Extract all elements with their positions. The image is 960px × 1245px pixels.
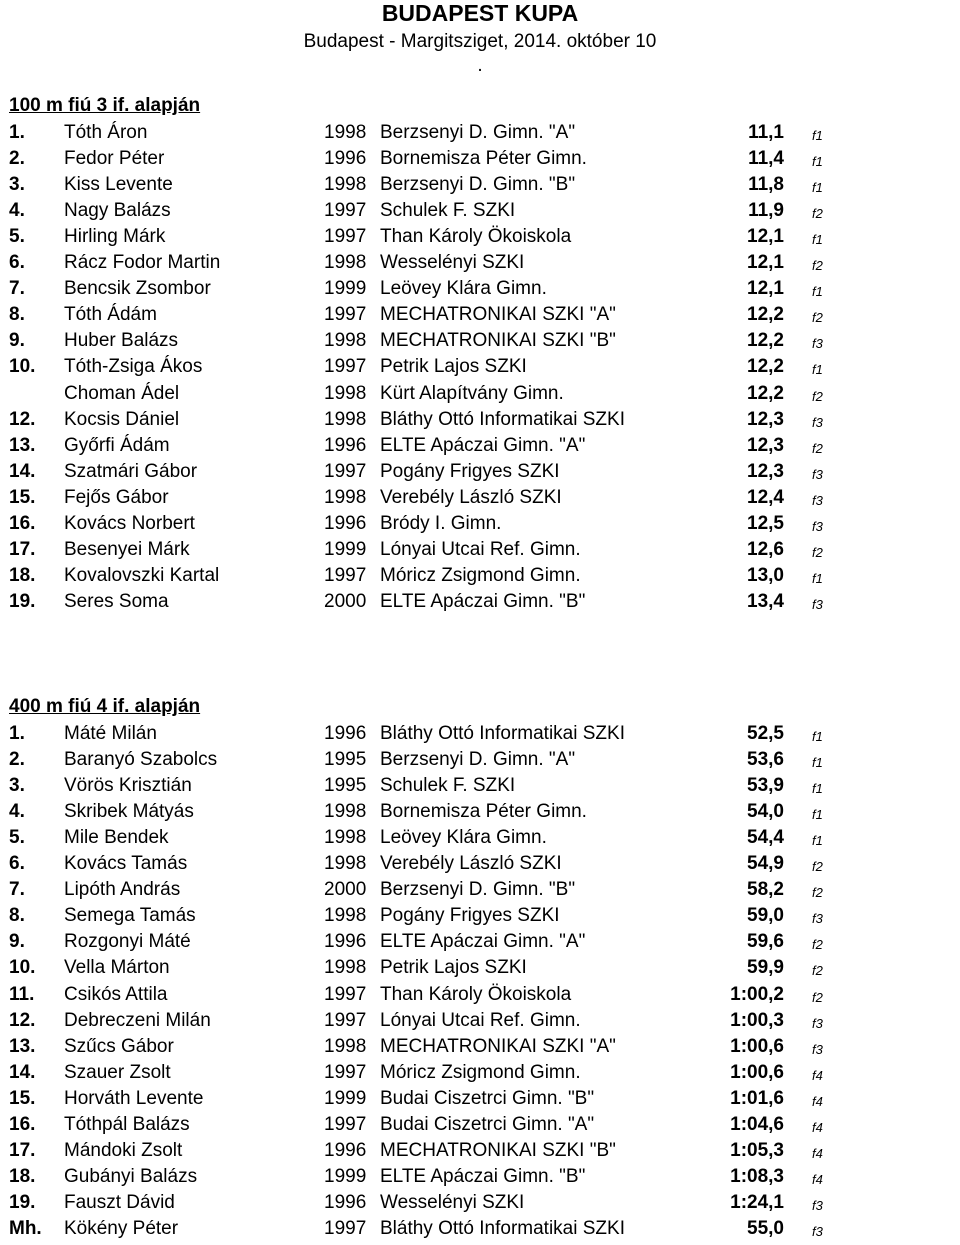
rank-cell: 12. <box>9 408 36 430</box>
result-time: 54,4 <box>747 827 784 849</box>
athlete-name: Skribek Mátyás <box>64 801 194 823</box>
result-time: 12,1 <box>747 252 784 274</box>
heat-label: f2 <box>812 859 823 875</box>
club-name: Bláthy Ottó Informatikai SZKI <box>380 408 625 430</box>
result-row <box>0 433 960 459</box>
rank-cell: 18. <box>9 1165 36 1187</box>
heat-label: f3 <box>812 414 823 430</box>
heat-label: f2 <box>812 937 823 953</box>
rank-cell: 13. <box>9 1035 36 1057</box>
heat-label: f3 <box>812 492 823 508</box>
rank-cell: 5. <box>9 827 25 849</box>
birth-year: 1998 <box>324 486 367 508</box>
result-row <box>0 747 960 773</box>
result-time: 1:00,6 <box>730 1035 784 1057</box>
athlete-name: Horváth Levente <box>64 1087 204 1109</box>
result-row <box>0 485 960 511</box>
rank-cell: 19. <box>9 1191 36 1213</box>
heat-label: f3 <box>812 1223 823 1239</box>
athlete-name: Choman Ádel <box>64 382 180 404</box>
birth-year: 1998 <box>324 122 367 143</box>
result-row <box>0 799 960 825</box>
heat-label: f2 <box>812 206 823 222</box>
result-time: 53,6 <box>747 749 784 771</box>
result-time: 12,2 <box>747 330 784 352</box>
birth-year: 1996 <box>324 148 367 170</box>
result-time: 1:00,3 <box>730 1009 784 1031</box>
result-time: 13,4 <box>747 590 784 612</box>
club-name: Wesselényi SZKI <box>380 1191 525 1213</box>
athlete-name: Szatmári Gábor <box>64 460 198 482</box>
rank-cell: 3. <box>9 174 25 196</box>
birth-year: 1997 <box>324 564 367 586</box>
result-row <box>0 198 960 224</box>
result-row <box>0 877 960 903</box>
heat-label: f2 <box>812 989 823 1005</box>
heat-label: f2 <box>812 258 823 274</box>
result-time: 1:05,3 <box>730 1139 784 1161</box>
club-name: Than Károly Ökoiskola <box>380 983 572 1005</box>
heat-label: f3 <box>812 466 823 482</box>
club-name: Than Károly Ökoiskola <box>380 226 572 248</box>
club-name: MECHATRONIKAI SZKI "B" <box>380 330 616 352</box>
rank-cell: 6. <box>9 853 25 875</box>
rank-cell: 4. <box>9 200 25 222</box>
rank-cell: 11. <box>9 983 35 1005</box>
heat-label: f3 <box>812 1197 823 1213</box>
result-time: 12,3 <box>747 408 784 430</box>
birth-year: 1999 <box>324 538 367 560</box>
athlete-name: Kocsis Dániel <box>64 408 180 430</box>
athlete-name: Bencsik Zsombor <box>64 278 211 300</box>
club-name: Pogány Frigyes SZKI <box>380 905 560 927</box>
birth-year: 1998 <box>324 382 367 404</box>
rank-cell: 1. <box>9 122 25 143</box>
rank-cell: 6. <box>9 252 25 274</box>
heat-label: f4 <box>812 1093 823 1109</box>
athlete-name: Tóth-Zsiga Ákos <box>64 356 203 378</box>
birth-year: 1996 <box>324 434 367 456</box>
birth-year: 1998 <box>324 330 367 352</box>
result-row <box>0 354 960 380</box>
birth-year: 1996 <box>324 1139 367 1161</box>
club-name: ELTE Apáczai Gimn. "A" <box>380 434 586 456</box>
result-time: 59,9 <box>747 957 784 979</box>
rank-cell: 17. <box>9 538 36 560</box>
athlete-name: Debreczeni Milán <box>64 1009 211 1031</box>
club-name: Móricz Zsigmond Gimn. <box>380 564 581 586</box>
result-row <box>0 537 960 563</box>
result-row <box>0 1060 960 1086</box>
result-time: 11,9 <box>748 200 784 222</box>
result-row <box>0 1008 960 1034</box>
birth-year: 1998 <box>324 827 367 849</box>
birth-year: 1998 <box>324 252 367 274</box>
rank-cell: 8. <box>9 905 25 927</box>
result-row <box>0 172 960 198</box>
result-time: 52,5 <box>747 723 784 744</box>
athlete-name: Csikós Attila <box>64 983 168 1005</box>
birth-year: 1998 <box>324 174 367 196</box>
heat-label: f3 <box>812 336 823 352</box>
birth-year: 2000 <box>324 590 367 612</box>
club-name: ELTE Apáczai Gimn. "B" <box>380 590 586 612</box>
rank-cell: 7. <box>9 879 25 901</box>
heat-label: f3 <box>812 911 823 927</box>
heat-label: f1 <box>812 154 823 170</box>
athlete-name: Kovács Norbert <box>64 512 195 534</box>
club-name: Bornemisza Péter Gimn. <box>380 801 587 823</box>
birth-year: 1997 <box>324 460 367 482</box>
club-name: Budai Ciszetrci Gimn. "A" <box>380 1113 595 1135</box>
result-time: 58,2 <box>747 879 784 901</box>
birth-year: 1997 <box>324 200 367 222</box>
athlete-name: Tóth Áron <box>64 122 148 143</box>
result-row <box>0 982 960 1008</box>
result-row <box>0 929 960 955</box>
heat-label: f2 <box>812 388 823 404</box>
rank-cell: 8. <box>9 304 25 326</box>
heat-label: f2 <box>812 963 823 979</box>
birth-year: 1996 <box>324 512 367 534</box>
section-title: 400 m fiú 4 if. alapján <box>9 696 201 717</box>
result-time: 59,0 <box>747 905 784 927</box>
club-name: Bródy I. Gimn. <box>380 512 502 534</box>
club-name: Leövey Klára Gimn. <box>380 278 547 300</box>
athlete-name: Szűcs Gábor <box>64 1035 174 1057</box>
heat-label: f4 <box>812 1119 823 1135</box>
club-name: Leövey Klára Gimn. <box>380 827 547 849</box>
club-name: Verebély László SZKI <box>380 486 562 508</box>
athlete-name: Rozgonyi Máté <box>64 931 191 953</box>
heat-label: f1 <box>812 284 823 300</box>
birth-year: 1998 <box>324 801 367 823</box>
birth-year: 1997 <box>324 1217 367 1239</box>
heat-label: f2 <box>812 544 823 560</box>
club-name: ELTE Apáczai Gimn. "B" <box>380 1165 586 1187</box>
athlete-name: Semega Tamás <box>64 905 196 927</box>
birth-year: 1997 <box>324 304 367 326</box>
heat-label: f4 <box>812 1171 823 1187</box>
result-time: 11,4 <box>748 148 784 170</box>
heat-label: f1 <box>812 362 823 378</box>
result-time: 12,2 <box>747 304 784 326</box>
club-name: Bláthy Ottó Informatikai SZKI <box>380 1217 625 1239</box>
athlete-name: Vörös Krisztián <box>64 775 192 797</box>
result-row <box>0 120 960 146</box>
rank-cell: 18. <box>9 564 36 586</box>
result-time: 55,0 <box>747 1217 784 1239</box>
birth-year: 1997 <box>324 1009 367 1031</box>
result-time: 12,3 <box>747 434 784 456</box>
rank-cell: 16. <box>9 512 36 534</box>
birth-year: 1999 <box>324 278 367 300</box>
club-name: Berzsenyi D. Gimn. "B" <box>380 174 576 196</box>
club-name: Wesselényi SZKI <box>380 252 525 274</box>
rank-cell: 13. <box>9 434 36 456</box>
club-name: Petrik Lajos SZKI <box>380 957 527 979</box>
rank-cell: 15. <box>9 486 36 508</box>
club-name: MECHATRONIKAI SZKI "A" <box>380 304 616 326</box>
athlete-name: Lipóth András <box>64 879 181 901</box>
birth-year: 1996 <box>324 723 367 744</box>
heat-label: f2 <box>812 310 823 326</box>
rank-cell: 9. <box>9 330 25 352</box>
rank-cell: 17. <box>9 1139 36 1161</box>
birth-year: 1995 <box>324 775 367 797</box>
club-name: MECHATRONIKAI SZKI "B" <box>380 1139 616 1161</box>
subtitle-dot: . <box>477 55 483 76</box>
rank-cell: 9. <box>9 931 25 953</box>
rank-cell: 2. <box>9 148 25 170</box>
birth-year: 1996 <box>324 931 367 953</box>
result-time: 12,2 <box>747 382 784 404</box>
birth-year: 1995 <box>324 749 367 771</box>
result-row <box>0 773 960 799</box>
athlete-name: Kiss Levente <box>64 174 173 196</box>
club-name: Lónyai Utcai Ref. Gimn. <box>380 538 581 560</box>
athlete-name: Rácz Fodor Martin <box>64 252 221 274</box>
heat-label: f2 <box>812 885 823 901</box>
athlete-name: Gubányi Balázs <box>64 1165 198 1187</box>
birth-year: 1996 <box>324 1191 367 1213</box>
result-time: 54,0 <box>747 801 784 823</box>
result-time: 11,1 <box>748 122 784 143</box>
birth-year: 1998 <box>324 408 367 430</box>
rank-cell: 7. <box>9 278 25 300</box>
club-name: Berzsenyi D. Gimn. "B" <box>380 879 576 901</box>
result-time: 1:24,1 <box>730 1191 784 1213</box>
birth-year: 1999 <box>324 1087 367 1109</box>
result-time: 54,9 <box>747 853 784 875</box>
result-time: 12,2 <box>747 356 784 378</box>
result-row <box>0 721 960 747</box>
result-row <box>0 563 960 589</box>
athlete-name: Szauer Zsolt <box>64 1061 171 1083</box>
heat-label: f3 <box>812 1041 823 1057</box>
club-name: Berzsenyi D. Gimn. "A" <box>380 122 576 143</box>
result-row <box>0 302 960 328</box>
result-row <box>0 825 960 851</box>
heat-label: f4 <box>812 1067 823 1083</box>
birth-year: 1998 <box>324 853 367 875</box>
birth-year: 1997 <box>324 983 367 1005</box>
result-time: 1:04,6 <box>730 1113 784 1135</box>
result-row <box>0 511 960 537</box>
result-row <box>0 1216 960 1242</box>
result-row <box>0 1164 960 1190</box>
athlete-name: Fauszt Dávid <box>64 1191 175 1213</box>
club-name: Bornemisza Péter Gimn. <box>380 148 587 170</box>
athlete-name: Mándoki Zsolt <box>64 1139 183 1161</box>
club-name: Budai Ciszetrci Gimn. "B" <box>380 1087 595 1109</box>
birth-year: 1998 <box>324 957 367 979</box>
result-time: 1:08,3 <box>730 1165 784 1187</box>
result-time: 12,5 <box>747 512 784 534</box>
result-time: 12,6 <box>747 538 784 560</box>
result-row <box>0 955 960 981</box>
result-time: 53,9 <box>747 775 784 797</box>
birth-year: 1997 <box>324 1113 367 1135</box>
rank-cell: 10. <box>9 356 36 378</box>
birth-year: 1997 <box>324 1061 367 1083</box>
result-time: 12,1 <box>747 226 784 248</box>
birth-year: 1998 <box>324 1035 367 1057</box>
heat-label: f1 <box>812 833 823 849</box>
result-time: 1:00,6 <box>730 1061 784 1083</box>
result-row <box>0 903 960 929</box>
rank-cell: 5. <box>9 226 25 248</box>
club-name: Lónyai Utcai Ref. Gimn. <box>380 1009 581 1031</box>
birth-year: 2000 <box>324 879 367 901</box>
result-row <box>0 276 960 302</box>
heat-label: f1 <box>812 807 823 823</box>
birth-year: 1997 <box>324 356 367 378</box>
result-row <box>0 224 960 250</box>
rank-cell: 15. <box>9 1087 36 1109</box>
result-row <box>0 407 960 433</box>
result-time: 1:00,2 <box>730 983 784 1005</box>
result-row <box>0 1086 960 1112</box>
heat-label: f3 <box>812 518 823 534</box>
club-name: Verebély László SZKI <box>380 853 562 875</box>
result-row <box>0 459 960 485</box>
heat-label: f4 <box>812 1145 823 1161</box>
result-row <box>0 1112 960 1138</box>
result-row <box>0 1190 960 1216</box>
heat-label: f1 <box>812 128 823 143</box>
heat-label: f1 <box>812 570 823 586</box>
section-title: 100 m fiú 3 if. alapján <box>9 95 201 116</box>
result-row <box>0 328 960 354</box>
club-name: Schulek F. SZKI <box>380 775 516 797</box>
result-time: 12,1 <box>747 278 784 300</box>
heat-label: f3 <box>812 596 823 612</box>
heat-label: f1 <box>812 729 823 744</box>
result-row <box>0 589 960 615</box>
athlete-name: Nagy Balázs <box>64 200 171 222</box>
result-time: 11,8 <box>748 174 784 196</box>
club-name: MECHATRONIKAI SZKI "A" <box>380 1035 616 1057</box>
athlete-name: Tóth Ádám <box>64 304 157 326</box>
athlete-name: Huber Balázs <box>64 330 179 352</box>
club-name: Bláthy Ottó Informatikai SZKI <box>380 723 625 744</box>
result-row <box>0 1034 960 1060</box>
club-name: Kürt Alapítvány Gimn. <box>380 382 564 404</box>
result-row <box>0 851 960 877</box>
result-row <box>0 146 960 172</box>
athlete-name: Tóthpál Balázs <box>64 1113 190 1135</box>
result-time: 59,6 <box>747 931 784 953</box>
birth-year: 1999 <box>324 1165 367 1187</box>
rank-cell: 19. <box>9 590 36 612</box>
rank-cell: 14. <box>9 460 36 482</box>
club-name: Móricz Zsigmond Gimn. <box>380 1061 581 1083</box>
athlete-name: Baranyó Szabolcs <box>64 749 218 771</box>
rank-cell: 12. <box>9 1009 36 1031</box>
result-time: 13,0 <box>747 564 784 586</box>
athlete-name: Fejős Gábor <box>64 486 169 508</box>
club-name: Berzsenyi D. Gimn. "A" <box>380 749 576 771</box>
result-row <box>0 381 960 407</box>
result-row <box>0 250 960 276</box>
heat-label: f1 <box>812 781 823 797</box>
heat-label: f2 <box>812 440 823 456</box>
club-name: ELTE Apáczai Gimn. "A" <box>380 931 586 953</box>
result-time: 1:01,6 <box>730 1087 784 1109</box>
club-name: Pogány Frigyes SZKI <box>380 460 560 482</box>
club-name: Schulek F. SZKI <box>380 200 516 222</box>
club-name: Petrik Lajos SZKI <box>380 356 527 378</box>
result-time: 12,3 <box>747 460 784 482</box>
heat-label: f3 <box>812 1015 823 1031</box>
rank-cell: 10. <box>9 957 36 979</box>
athlete-name: Kökény Péter <box>64 1217 179 1239</box>
rank-cell: 14. <box>9 1061 36 1083</box>
page-subtitle: Budapest - Margitsziget, 2014. október 10 <box>303 31 657 52</box>
athlete-name: Hirling Márk <box>64 226 166 248</box>
rank-cell: 3. <box>9 775 25 797</box>
rank-cell: Mh. <box>9 1217 42 1239</box>
athlete-name: Fedor Péter <box>64 148 165 170</box>
result-row <box>0 1138 960 1164</box>
heat-label: f1 <box>812 180 823 196</box>
birth-year: 1998 <box>324 905 367 927</box>
birth-year: 1997 <box>324 226 367 248</box>
athlete-name: Kovács Tamás <box>64 853 188 875</box>
rank-cell: 16. <box>9 1113 36 1135</box>
heat-label: f1 <box>812 232 823 248</box>
athlete-name: Győrfi Ádám <box>64 434 170 456</box>
rank-cell: 4. <box>9 801 25 823</box>
page-title: BUDAPEST KUPA <box>381 0 579 26</box>
rank-cell: 1. <box>9 723 25 744</box>
athlete-name: Seres Soma <box>64 590 169 612</box>
result-time: 12,4 <box>747 486 784 508</box>
heat-label: f1 <box>812 755 823 771</box>
athlete-name: Vella Márton <box>64 957 170 979</box>
rank-cell: 2. <box>9 749 25 771</box>
athlete-name: Besenyei Márk <box>64 538 190 560</box>
athlete-name: Mile Bendek <box>64 827 169 849</box>
athlete-name: Kovalovszki Kartal <box>64 564 220 586</box>
athlete-name: Máté Milán <box>64 723 157 744</box>
